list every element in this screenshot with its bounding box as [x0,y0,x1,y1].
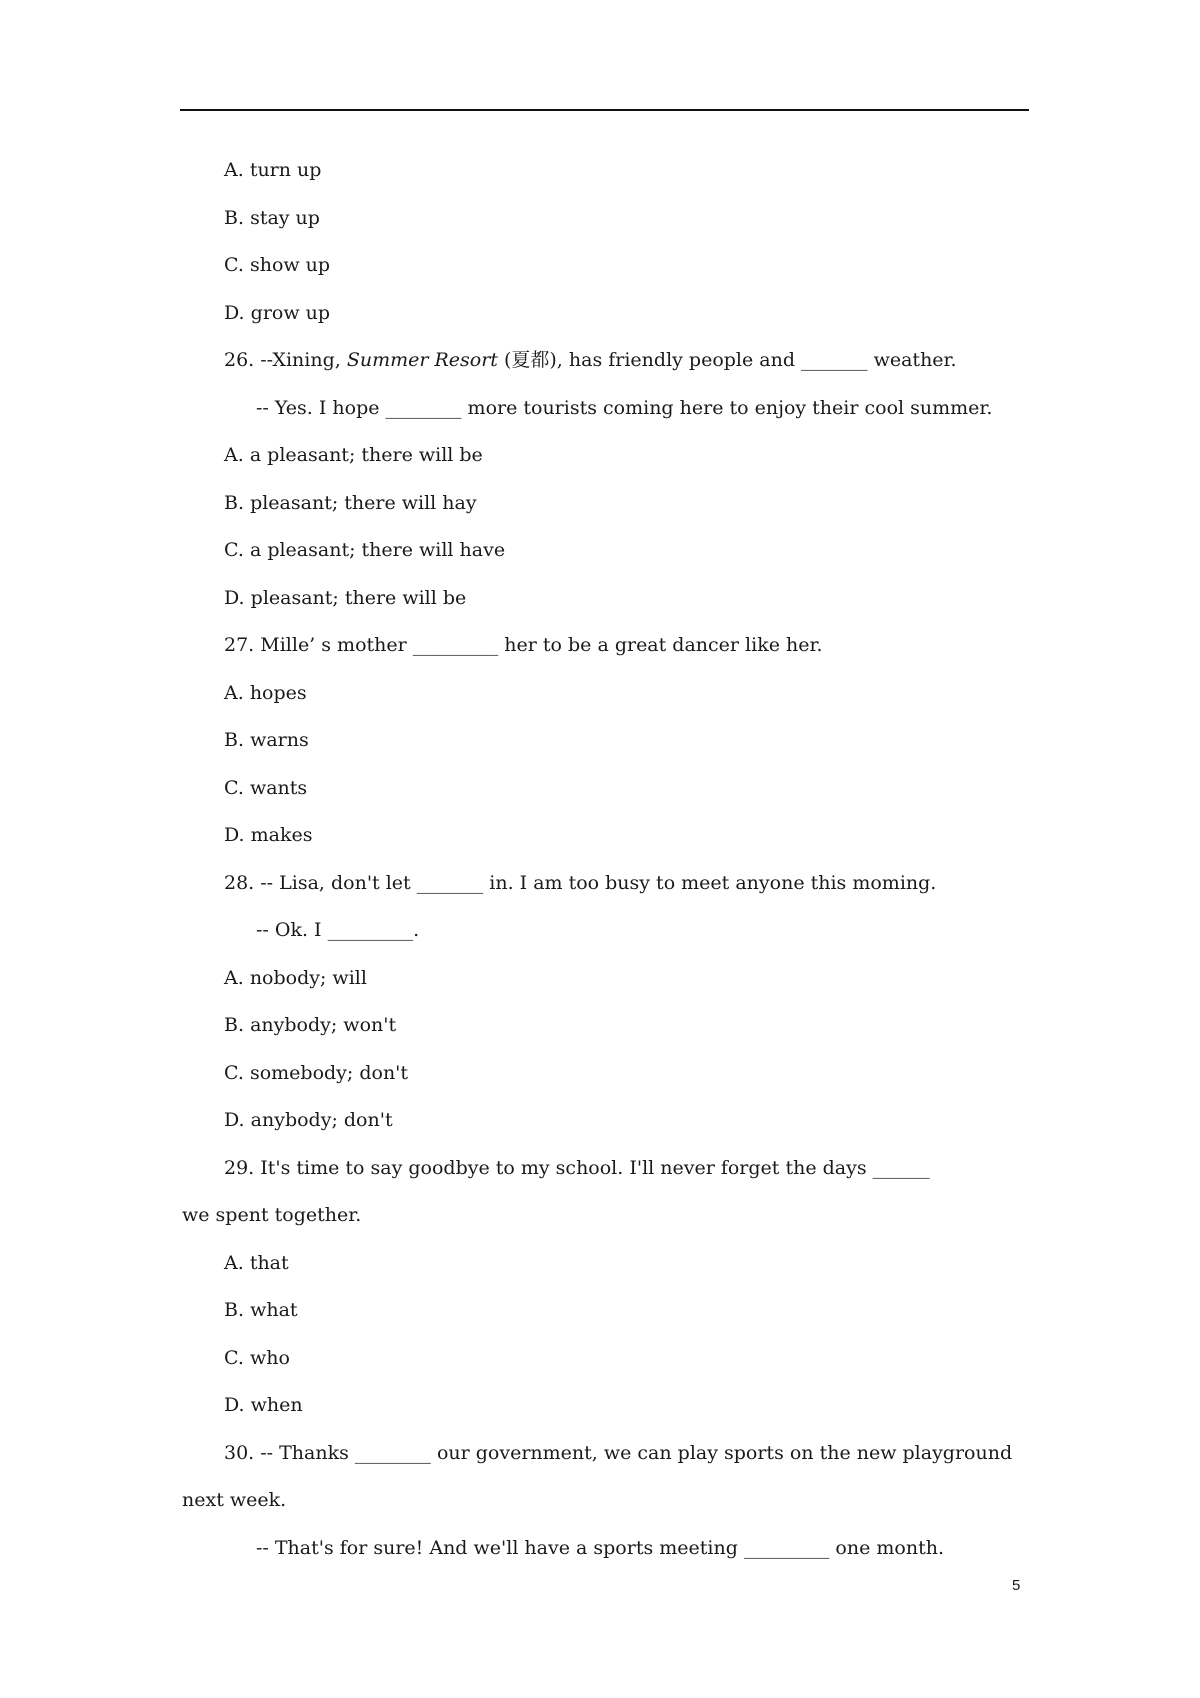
q29-option-d: D. when [224,1394,303,1416]
q29-option-c: C. who [224,1347,290,1369]
q28-option-b: B. anybody; won't [224,1014,397,1036]
q25-option-c: C. show up [224,254,331,276]
q27-option-b: B. warns [224,729,309,751]
q26-option-d: D. pleasant; there will be [224,587,467,609]
q25-option-b: B. stay up [224,207,320,229]
q26-italic-term: Summer Resort [346,349,498,371]
q26-option-b: B. pleasant; there will hay [224,492,477,514]
q28-stem: 28. -- Lisa, don't let _______ in. I am too busy to meet anyone this moming. [224,872,937,894]
q28-response: -- Ok. I _________. [256,919,420,941]
q26-stem: 26. --Xining, Summer Resort (夏都), has friendly people and _______ weather. [224,349,957,371]
q27-stem: 27. Mille’ s mother _________ her to be a great dancer like her. [224,634,823,656]
q30-response: -- That's for sure! And we'll have a sports meeting _________ one month. [256,1537,944,1559]
q27-option-a: A. hopes [224,682,307,704]
q26-response: -- Yes. I hope ________ more tourists coming here to enjoy their cool summer. [256,397,993,419]
q28-option-c: C. somebody; don't [224,1062,409,1084]
q27-option-d: D. makes [224,824,313,846]
q25-option-d: D. grow up [224,302,331,324]
q25-option-a: A. turn up [224,159,322,181]
q29-option-b: B. what [224,1299,298,1321]
q26-option-c: C. a pleasant; there will have [224,539,506,561]
q28-option-a: A. nobody; will [224,967,367,989]
header-rule [180,109,1029,111]
q30-stem: 30. -- Thanks ________ our government, we can play sports on the new playground [224,1442,1013,1464]
q26-option-a: A. a pleasant; there will be [224,444,483,466]
q28-option-d: D. anybody; don't [224,1109,393,1131]
page-number: 5 [1012,1577,1021,1594]
q29-stem: 29. It's time to say goodbye to my school. I'll never forget the days ______ [224,1157,930,1179]
q29-option-a: A. that [224,1252,289,1274]
q27-option-c: C. wants [224,777,308,799]
q29-stem-continued: we spent together. [182,1204,362,1226]
q30-stem-continued: next week. [182,1489,287,1511]
